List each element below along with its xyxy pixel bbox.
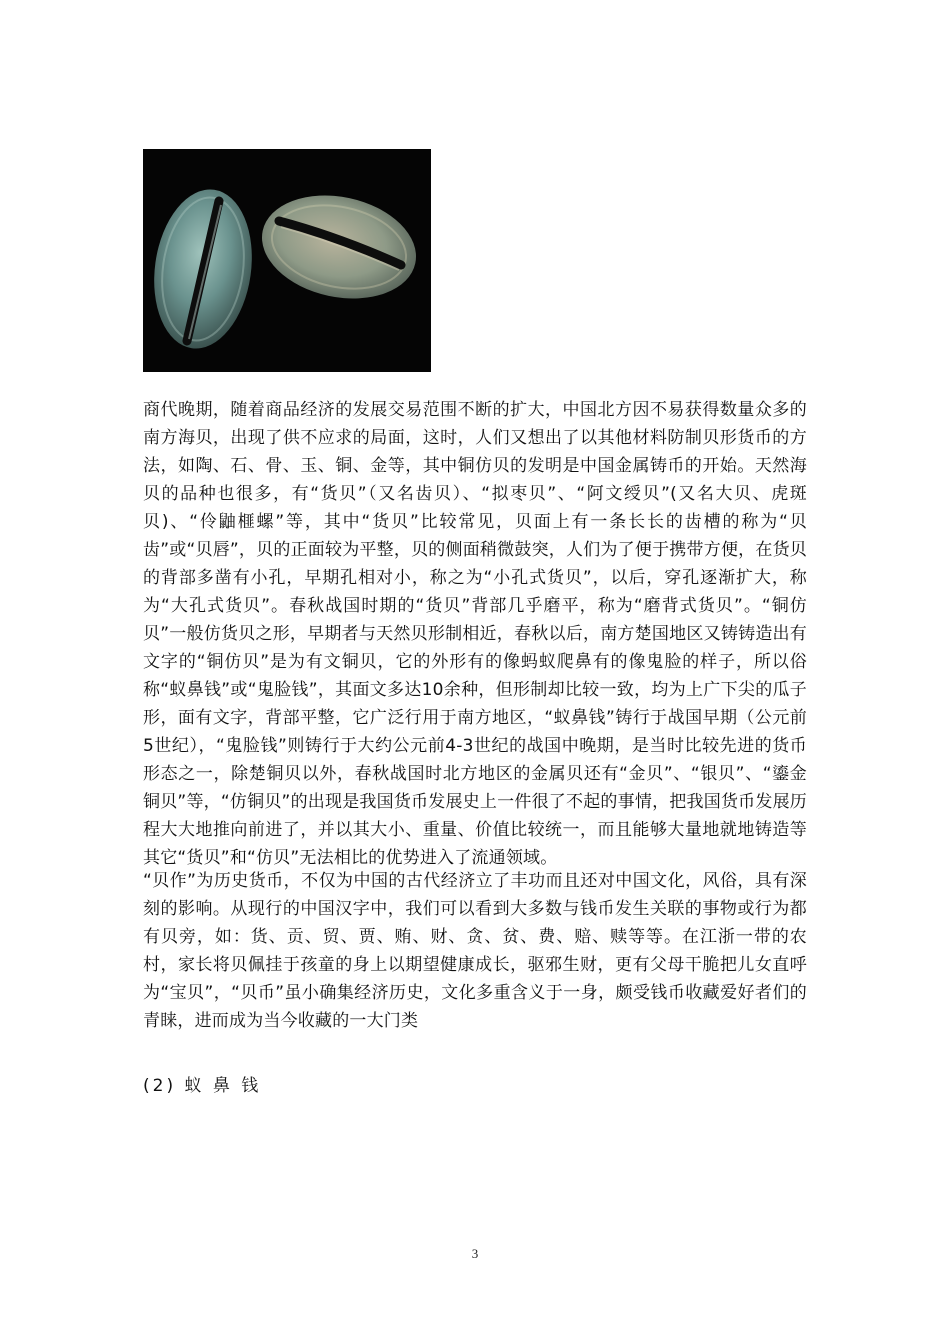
page-number: 3	[471, 1246, 479, 1261]
cowrie-shell-photo-icon	[143, 149, 431, 372]
body-paragraph-2: “贝作”为历史货币，不仅为中国的古代经济立了丰功而且还对中国文化，风俗，具有深刻的影响。从现行的中国汉字中，我们可以看到大多数与钱币发生关联的事物或行为都有贝旁，如：货、贡、贸、贾、贿、财、贪、贫、费、赔、赎等等。在江浙一带的农村，家长将贝佩挂于孩童的身上以期望健康成长，驱邪生财，更有父母干脆把儿女直呼为“宝贝”，“贝币”虽小确集经济历史，文化多重含义于一身，颇受钱币收藏爱好者们的青睐，进而成为当今收藏的一大门类	[143, 871, 807, 1031]
cowrie-shell-photo	[143, 149, 431, 372]
body-paragraph-1: 商代晚期，随着商品经济的发展交易范围不断的扩大，中国北方因不易获得数量众多的南方海贝，出现了供不应求的局面，这时，人们又想出了以其他材料防制贝形货币的方法，如陶、石、骨、玉、铜、金等，其中铜仿贝的发明是中国金属铸币的开始。天然海贝的品种也很多，有“货贝”（又名齿贝）、“拟枣贝”、“阿文绶贝”(又名大贝、虎斑贝)、“伶鼬榧螺”等，其中“货贝”比较常见，贝面上有一条长长的齿槽的称为“贝齿”或“贝唇”，贝的正面较为平整，贝的侧面稍微鼓突，人们为了便于携带方便，在货贝的背部多凿有小孔，早期孔相对小，称之为“小孔式货贝”，以后，穿孔逐渐扩大，称为“大孔式货贝”。春秋战国时期的“货贝”背部几乎磨平，称为“磨背式货贝”。“铜仿贝”一般仿货贝之形，早期者与天然贝形制相近，春秋以后，南方楚国地区又铸铸造出有文字的“铜仿贝”是为有文铜贝，它的外形有的像蚂蚁爬鼻有的像鬼脸的样子，所以俗称“蚁鼻钱”或“鬼脸钱”，其面文多达10余种，但形制却比较一致，均为上广下尖的瓜子形，面有文字，背部平整，它广泛行用于南方地区，“蚁鼻钱”铸行于战国早期（公元前5世纪），“鬼脸钱”则铸行于大约公元前4-3世纪的战国中晚期，是当时比较先进的货币形态之一，除楚铜贝以外，春秋战国时北方地区的金属贝还有“金贝”、“银贝”、“鎏金铜贝”等，“仿铜贝”的出现是我国货币发展史上一件很了不起的事情，把我国货币发展历程大大地推向前进了，并以其大小、重量、价值比较统一，而且能够大量地就地铸造等其它“货贝”和“仿贝”无法相比的优势进入了流通领域。	[143, 400, 807, 868]
section-heading: (2) 蚁 鼻 钱	[143, 1076, 262, 1096]
